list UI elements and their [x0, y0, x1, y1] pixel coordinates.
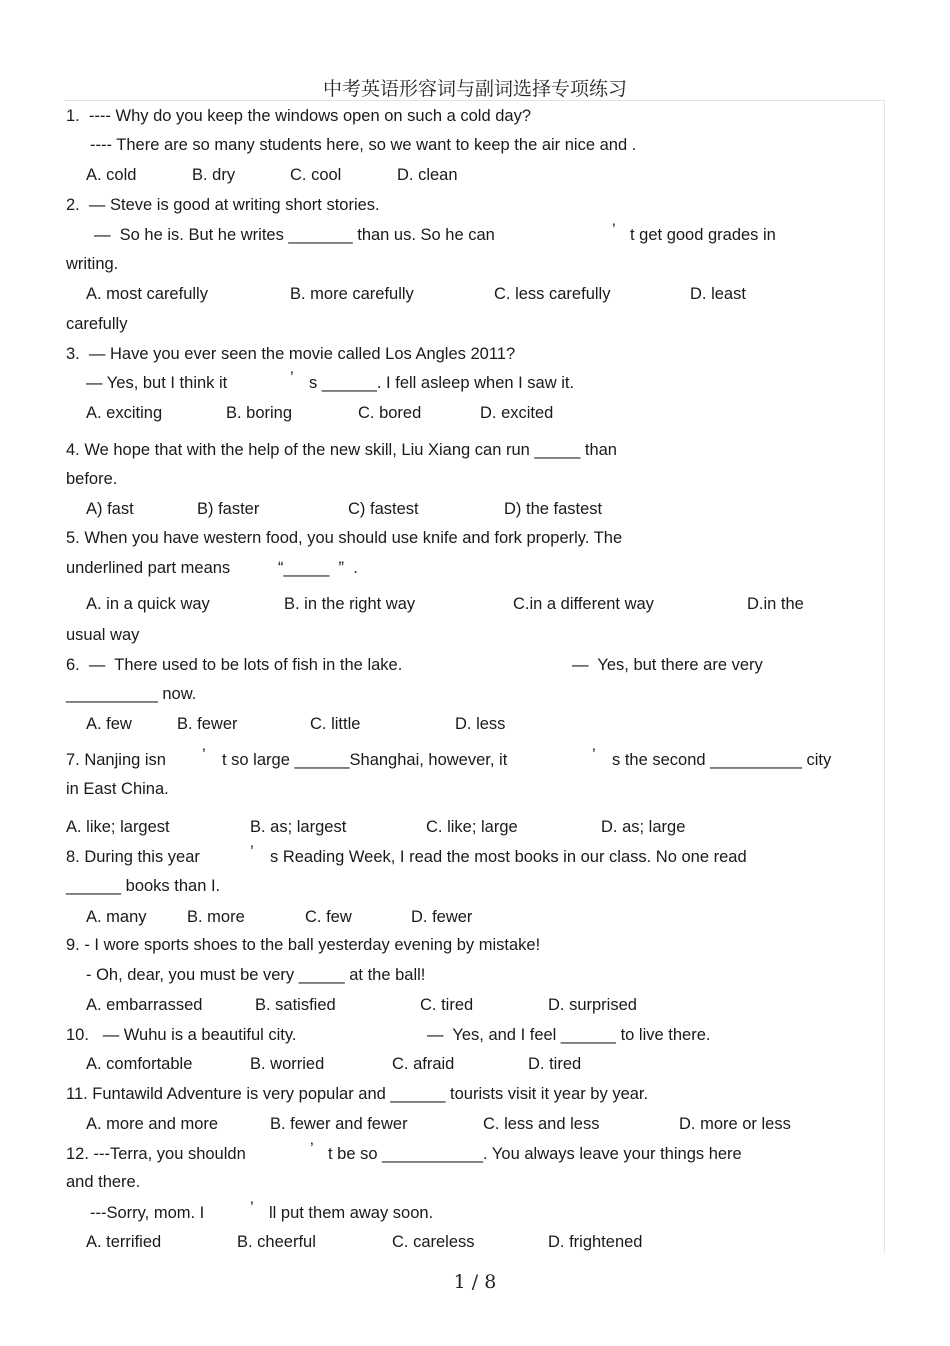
page-title: 中考英语形容词与副词选择专项练习	[322, 78, 627, 100]
option-a: A. cold	[86, 166, 137, 184]
option-c: C. like; large	[426, 818, 518, 836]
option-b: B. cheerful	[237, 1233, 316, 1251]
question-5-line: 5. When you have western food, you should use knife and fork properly. The	[66, 529, 623, 547]
question-1-line: 1. ---- Why do you keep the windows open on such a cold day?	[66, 107, 532, 125]
option-d: D. as; large	[601, 818, 686, 836]
option-b: B. fewer and fewer	[270, 1115, 408, 1133]
option-b: B. in the right way	[284, 595, 416, 613]
option-b: B. more carefully	[290, 285, 414, 303]
option-d-continued: carefully	[66, 315, 128, 333]
option-d: D) the fastest	[504, 500, 603, 518]
question-10-line: 10. — Wuhu is a beautiful city.	[66, 1026, 297, 1044]
question-12-line: and there.	[66, 1173, 141, 1191]
option-a: A. embarrassed	[86, 996, 203, 1014]
option-c: C. afraid	[392, 1055, 455, 1073]
page-number: 1 / 8	[453, 1271, 497, 1293]
apostrophe: ’	[250, 1199, 254, 1217]
question-7-line: t so large ______Shanghai, however, it	[222, 751, 508, 769]
option-b: B. worried	[250, 1055, 325, 1073]
option-a: A. most carefully	[86, 285, 208, 303]
option-d: D. tired	[528, 1055, 582, 1073]
question-7-line: 7. Nanjing isn	[66, 751, 166, 769]
apostrophe: ’	[310, 1140, 314, 1158]
question-5-line: underlined part means	[66, 559, 231, 577]
question-2-line: writing.	[66, 255, 119, 273]
option-b: B) faster	[197, 500, 260, 518]
question-3-line: s ______. I fell asleep when I saw it.	[309, 374, 575, 392]
option-c: C. careless	[392, 1233, 475, 1251]
question-4-line: 4. We hope that with the help of the new skill, Liu Xiang can run _____ than	[66, 441, 617, 459]
question-12-line: t be so ___________. You always leave your things here	[328, 1145, 742, 1163]
option-d: D. clean	[397, 166, 458, 184]
option-a: A. more and more	[86, 1115, 219, 1133]
question-2-line: t get good grades in	[630, 226, 776, 244]
option-c: C. bored	[358, 404, 422, 422]
option-a: A. terrified	[86, 1233, 162, 1251]
question-12-line: ll put them away soon.	[269, 1204, 434, 1222]
option-b: B. more	[187, 908, 245, 926]
question-4-line: before.	[66, 470, 118, 488]
option-b: B. dry	[192, 166, 236, 184]
question-8-line: s Reading Week, I read the most books in our class. No one read	[270, 848, 747, 866]
option-a: A) fast	[86, 500, 134, 518]
apostrophe: ’	[250, 843, 254, 861]
question-5-blank: “_____ ” .	[278, 559, 358, 577]
question-12-line: ---Sorry, mom. I	[90, 1204, 205, 1222]
question-9-line: - Oh, dear, you must be very _____ at the ball!	[86, 966, 426, 984]
option-c: C. less carefully	[494, 285, 611, 303]
option-d: D. frightened	[548, 1233, 643, 1251]
apostrophe: ’	[290, 369, 294, 387]
question-10-line: — Yes, and I feel ______ to live there.	[427, 1026, 711, 1044]
apostrophe: ’	[612, 221, 616, 239]
question-7-line: in East China.	[66, 780, 169, 798]
option-b: B. as; largest	[250, 818, 347, 836]
question-12-line: 12. ---Terra, you shouldn	[66, 1145, 246, 1163]
apostrophe: ’	[202, 746, 206, 764]
question-8-line: ______ books than I.	[66, 877, 221, 895]
page-frame	[64, 100, 885, 1253]
option-b: B. satisfied	[255, 996, 336, 1014]
option-c: C. few	[305, 908, 352, 926]
option-a: A. comfortable	[86, 1055, 193, 1073]
option-c: C. less and less	[483, 1115, 600, 1133]
question-1-line: ---- There are so many students here, so we want to keep the air nice and .	[90, 136, 637, 154]
question-6-line: __________ now.	[66, 685, 197, 703]
option-b: B. boring	[226, 404, 293, 422]
question-7-line: s the second __________ city	[612, 751, 832, 769]
question-6-line: — Yes, but there are very	[572, 656, 763, 674]
question-11-line: 11. Funtawild Adventure is very popular and ______ tourists visit it year by year.	[66, 1085, 649, 1103]
question-6-line: 6. — There used to be lots of fish in the lake.	[66, 656, 403, 674]
option-d: D. less	[455, 715, 506, 733]
option-c: C. tired	[420, 996, 474, 1014]
option-a: A. many	[86, 908, 147, 926]
option-d: D. least	[690, 285, 746, 303]
option-c: C.in a different way	[513, 595, 654, 613]
question-3-line: — Yes, but I think it	[86, 374, 228, 392]
option-c: C. little	[310, 715, 361, 733]
option-a: A. few	[86, 715, 132, 733]
option-d: D. excited	[480, 404, 554, 422]
question-8-line: 8. During this year	[66, 848, 200, 866]
question-3-line: 3. — Have you ever seen the movie called Los Angles 2011?	[66, 345, 516, 363]
question-2-line: 2. — Steve is good at writing short stories.	[66, 196, 380, 214]
option-c: C. cool	[290, 166, 342, 184]
option-d: D.in the	[747, 595, 804, 613]
question-9-line: 9. - I wore sports shoes to the ball yesterday evening by mistake!	[66, 936, 541, 954]
apostrophe: ’	[592, 746, 596, 764]
option-a: A. in a quick way	[86, 595, 210, 613]
option-d: D. surprised	[548, 996, 637, 1014]
option-d: D. more or less	[679, 1115, 791, 1133]
option-b: B. fewer	[177, 715, 238, 733]
option-c: C) fastest	[348, 500, 419, 518]
option-a: A. like; largest	[66, 818, 170, 836]
option-d-continued: usual way	[66, 626, 140, 644]
option-d: D. fewer	[411, 908, 473, 926]
question-2-line: — So he is. But he writes _______ than us. So he can	[94, 226, 495, 244]
option-a: A. exciting	[86, 404, 163, 422]
